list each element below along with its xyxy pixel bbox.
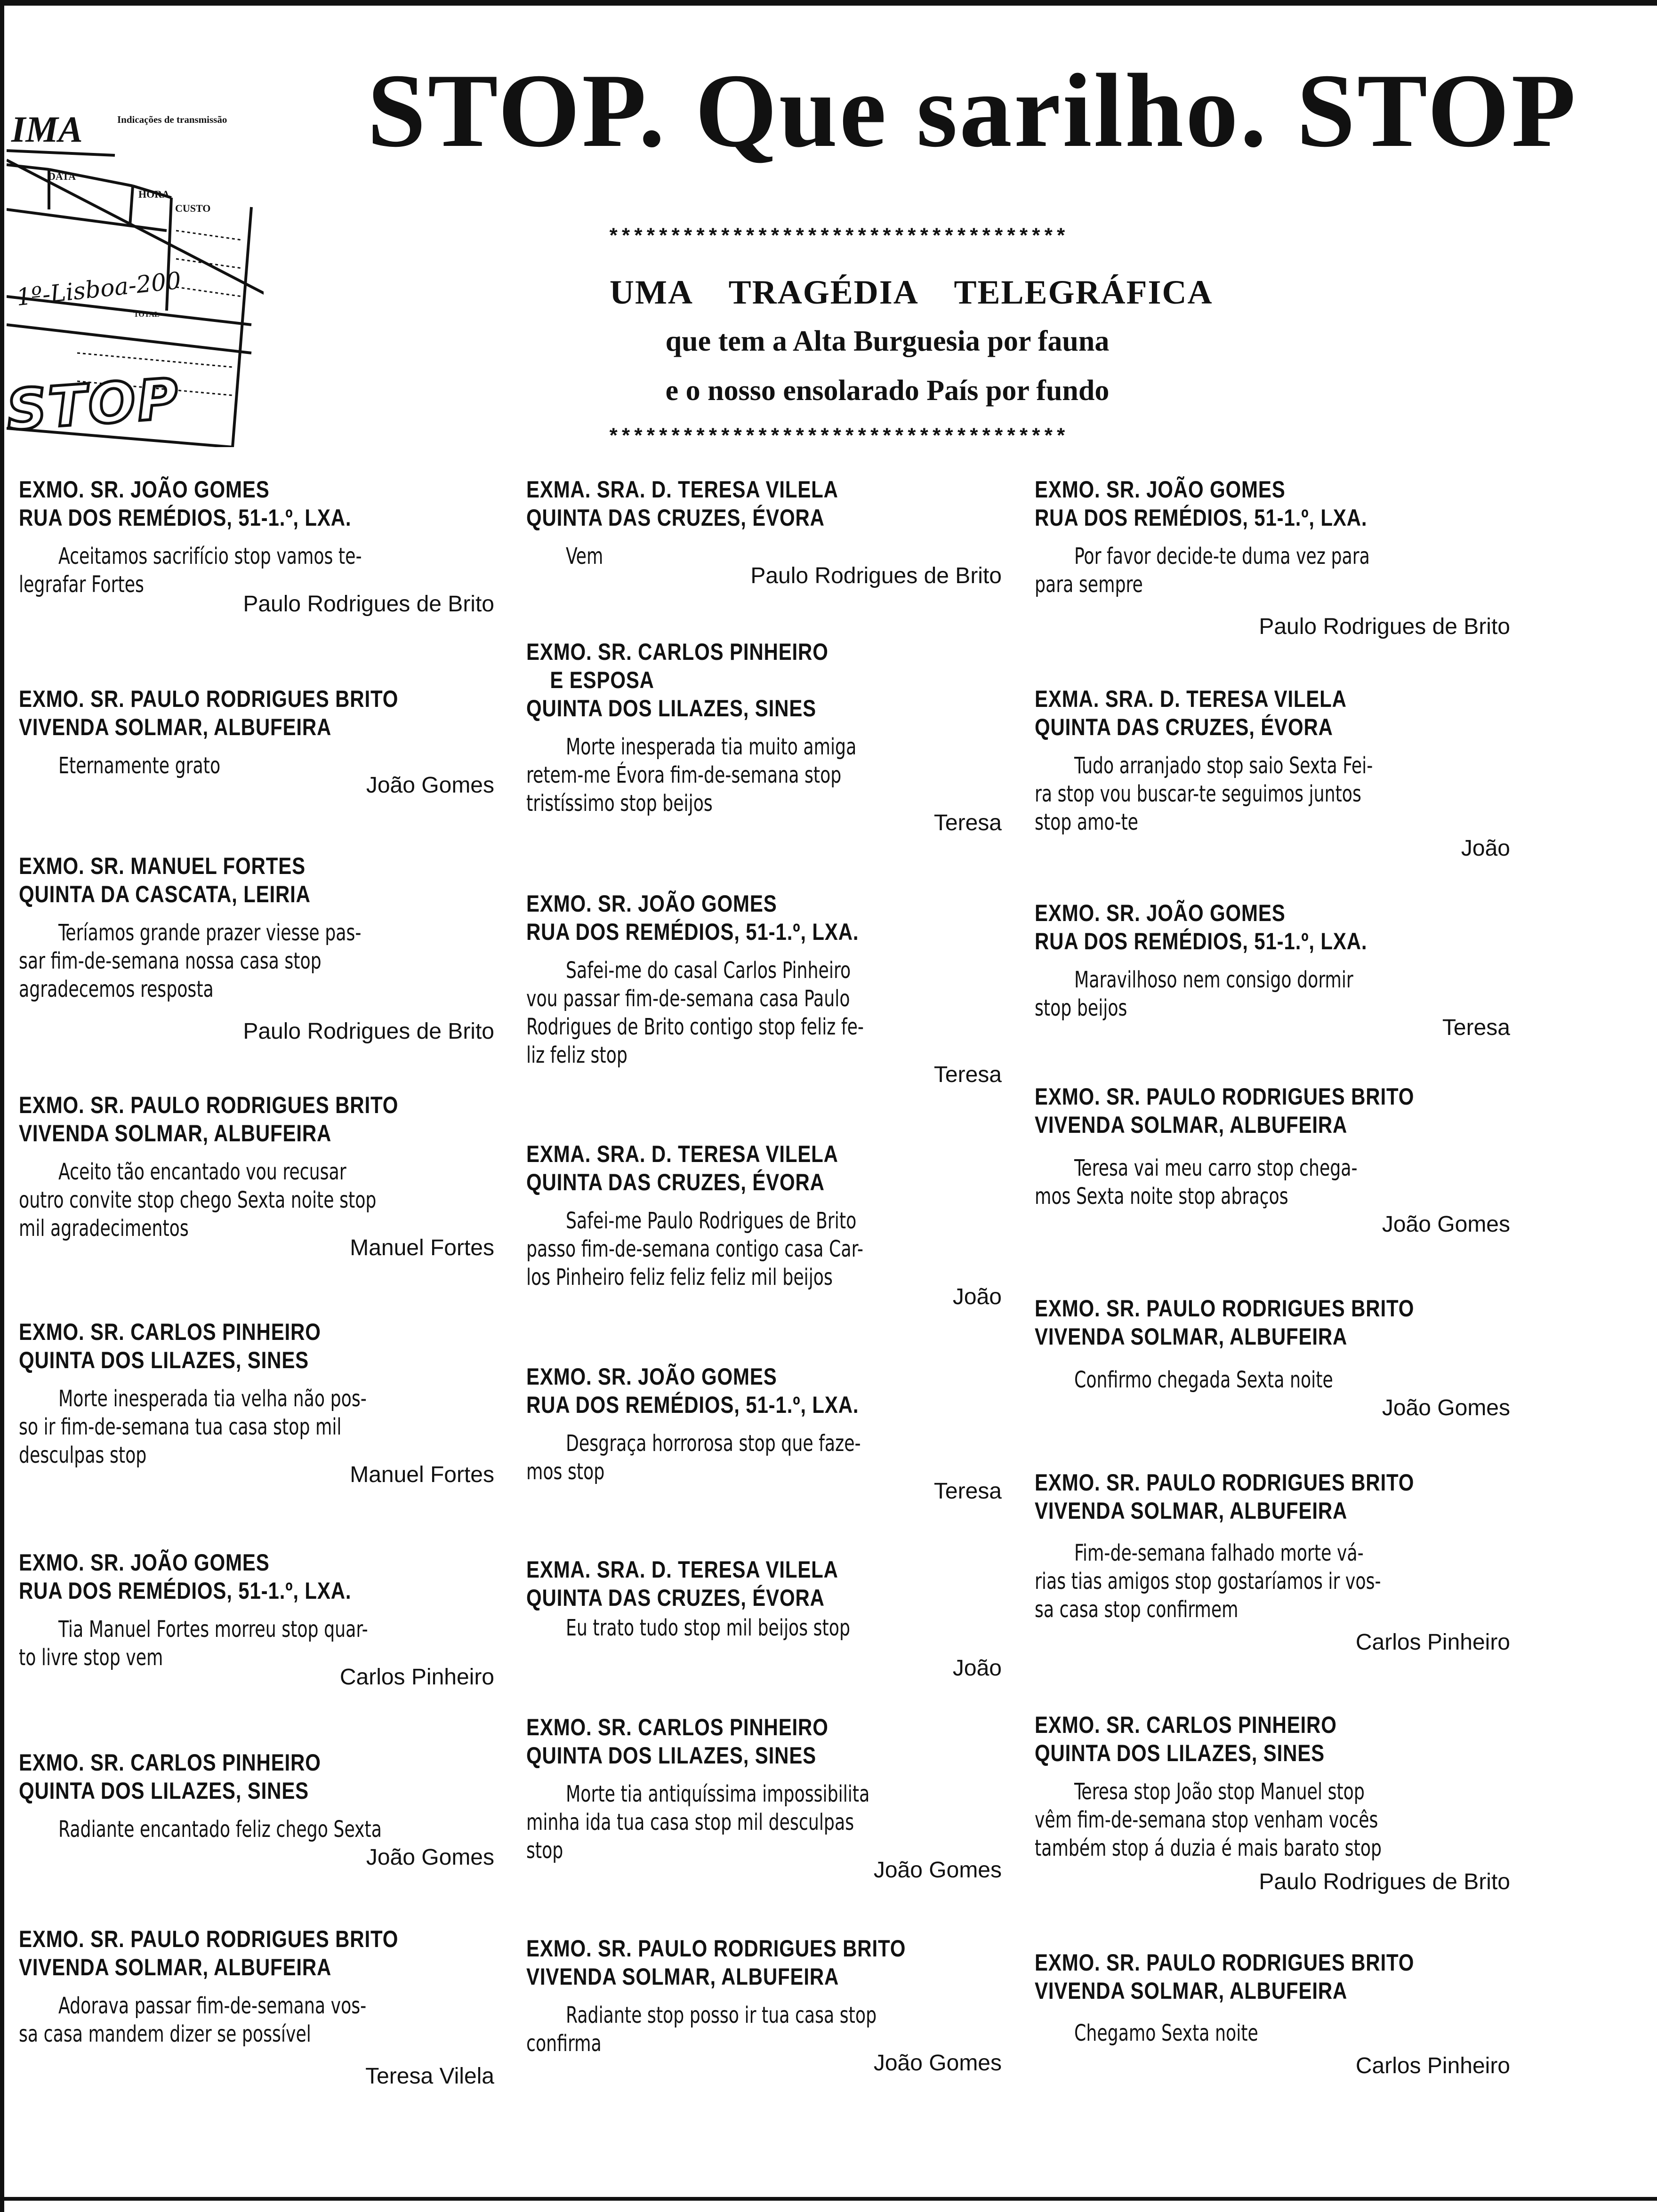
telegram	[526, 1934, 1002, 2077]
telegram-message	[19, 1158, 490, 1242]
message-line: para sempre	[1035, 571, 1143, 598]
telegram-message	[526, 733, 997, 817]
star-rule-top: *************************************	[607, 226, 1067, 249]
address-line: EXMO. SR. CARLOS PINHEIRO	[19, 1749, 321, 1776]
telegram-signature: João Gomes	[366, 1845, 494, 1870]
telegram-message	[19, 1385, 490, 1469]
telegram-signature: Carlos Pinheiro	[339, 1665, 494, 1690]
address-line: RUA DOS REMÉDIOS, 51-1.º, LXA.	[19, 1578, 352, 1604]
address-line: EXMA. SRA. D. TERESA VILELA	[526, 476, 838, 503]
address-line: QUINTA DOS LILAZES, SINES	[19, 1347, 309, 1373]
telegram-message	[1035, 966, 1505, 1022]
message-line: Eternamente grato	[58, 753, 221, 779]
address-line: EXMO. SR. CARLOS PINHEIRO	[526, 1714, 828, 1740]
telegram-address	[526, 1140, 1001, 1196]
address-line: EXMO. SR. PAULO RODRIGUES BRITO	[19, 1926, 399, 1952]
message-line: Maravilhoso nem consigo dormir	[1074, 967, 1353, 993]
address-line: EXMO. SR. JOÃO GOMES	[526, 1363, 777, 1390]
address-line: VIVENDA SOLMAR, ALBUFEIRA	[19, 1120, 332, 1146]
telegram-signature: João Gomes	[873, 2051, 1002, 2076]
address-line: EXMO. SR. CARLOS PINHEIRO	[1035, 1712, 1337, 1738]
address-line: EXMO. SR. PAULO RODRIGUES BRITO	[1035, 1469, 1415, 1496]
message-line: ra stop vou buscar-te seguimos juntos	[1035, 781, 1361, 807]
message-line: Morte inesperada tia velha não pos-	[58, 1386, 367, 1412]
telegram-signature: João Gomes	[1382, 1212, 1510, 1237]
address-line: EXMO. SR. PAULO RODRIGUES BRITO	[526, 1935, 906, 1962]
address-line: EXMO. SR. MANUEL FORTES	[19, 853, 306, 879]
telegram-message	[526, 956, 997, 1069]
message-line: Rodrigues de Brito contigo stop feliz fe-	[526, 1014, 864, 1040]
message-line: minha ida tua casa stop mil desculpas	[526, 1809, 854, 1835]
message-line: Eu trato tudo stop mil beijos stop	[566, 1615, 850, 1641]
message-line: los Pinheiro feliz feliz feliz mil beijos	[526, 1264, 833, 1290]
telegram-signature: Paulo Rodrigues de Brito	[243, 592, 494, 617]
address-line: EXMO. SR. PAULO RODRIGUES BRITO	[1035, 1949, 1415, 1976]
telegram-message	[1035, 542, 1505, 599]
message-line: Adorava passar fim-de-semana vos-	[58, 1993, 367, 2019]
telegram-message	[19, 1815, 490, 1843]
address-line: QUINTA DAS CRUZES, ÉVORA	[1035, 714, 1333, 740]
telegram-address	[526, 1362, 1001, 1419]
telegram-signature: Manuel Fortes	[350, 1235, 494, 1260]
message-line: confirma	[526, 2030, 602, 2057]
telegram	[1035, 899, 1510, 1042]
telegram-signature: Manuel Fortes	[350, 1462, 494, 1487]
telegram-message	[19, 1615, 490, 1672]
address-line: QUINTA DA CASCATA, LEIRIA	[19, 881, 311, 907]
message-line: vêm fim-de-semana stop venham vocês	[1035, 1807, 1378, 1833]
address-line: EXMO. SR. JOÃO GOMES	[1035, 476, 1286, 503]
telegram	[1035, 685, 1510, 863]
message-line: stop amo-te	[1035, 809, 1138, 835]
telegram	[1035, 1468, 1510, 1657]
telegram-message	[526, 1429, 997, 1486]
telegram	[19, 1925, 494, 2091]
address-line: RUA DOS REMÉDIOS, 51-1.º, LXA.	[1035, 505, 1367, 531]
telegram-message	[526, 1207, 997, 1291]
telegram-address	[1035, 685, 1509, 741]
message-line: agradecemos resposta	[19, 976, 214, 1002]
headline: STOP. Que sarilho. STOP	[367, 52, 1578, 169]
telegram-address	[1035, 475, 1509, 532]
telegram-address	[1035, 1468, 1509, 1525]
telegram-signature: Teresa	[933, 1062, 1002, 1087]
telegram-signature: Carlos Pinheiro	[1355, 2053, 1510, 2078]
telegram	[526, 475, 1002, 590]
telegram-message	[19, 919, 490, 1003]
telegram-signature: João Gomes	[366, 773, 494, 798]
subtitle-line-1: UMA TRAGÉDIA TELEGRÁFICA	[610, 273, 1213, 311]
telegram-message	[526, 542, 997, 570]
telegram-address	[526, 1934, 1001, 1991]
telegram-address	[1035, 1948, 1509, 2005]
message-line: stop beijos	[1035, 995, 1127, 1021]
message-line: Radiante encantado feliz chego Sexta	[58, 1816, 382, 1843]
telegram	[1035, 1948, 1510, 2080]
address-line: RUA DOS REMÉDIOS, 51-1.º, LXA.	[19, 505, 352, 531]
address-line: E ESPOSA	[550, 667, 654, 693]
telegram-address	[526, 890, 1001, 946]
telegram	[19, 475, 494, 618]
telegram-signature: Paulo Rodrigues de Brito	[243, 1019, 494, 1044]
address-line: EXMO. SR. CARLOS PINHEIRO	[19, 1319, 321, 1345]
message-line: também stop á duzia é mais barato stop	[1035, 1835, 1382, 1861]
message-line: mos Sexta noite stop abraços	[1035, 1183, 1288, 1210]
telegram-signature: Teresa	[933, 810, 1002, 835]
telegram	[526, 638, 1002, 837]
telegram	[1035, 475, 1510, 641]
telegram-message	[19, 752, 490, 780]
message-line: stop	[526, 1837, 563, 1864]
telegram-signature: João Gomes	[1382, 1395, 1510, 1420]
telegram-message	[1035, 752, 1505, 836]
form-total-label: TOTAL	[134, 311, 160, 319]
telegram	[19, 1748, 494, 1872]
subtitle-line-2: que tem a Alta Burguesia por fauna	[665, 325, 1110, 357]
message-line: mil agradecimentos	[19, 1215, 189, 1242]
telegram-message	[526, 1614, 997, 1642]
form-transmission-label: Indicações de transmissão	[117, 114, 227, 125]
message-line: sa casa mandem dizer se possível	[19, 2021, 311, 2047]
subtitle-line-3: e o nosso ensolarado País por fundo	[665, 375, 1110, 407]
telegram-address	[1035, 1711, 1509, 1767]
telegram	[1035, 1082, 1510, 1239]
message-line: Teresa vai meu carro stop chega-	[1074, 1155, 1358, 1181]
message-line: Confirmo chegada Sexta noite	[1074, 1367, 1333, 1393]
message-line: Safei-me Paulo Rodrigues de Brito	[566, 1208, 857, 1234]
message-line: Aceitamos sacrifício stop vamos te-	[58, 543, 362, 569]
telegram	[19, 852, 494, 1046]
telegram-address	[526, 1555, 1001, 1612]
telegram-message	[1035, 2019, 1505, 2047]
telegram	[19, 1091, 494, 1262]
telegram-signature: Paulo Rodrigues de Brito	[1259, 1869, 1510, 1894]
form-data-label: DATA	[48, 170, 76, 182]
telegram-signature: Teresa Vilela	[365, 2064, 494, 2089]
message-line: so ir fim-de-semana tua casa stop mil	[19, 1414, 342, 1440]
message-line: Fim-de-semana falhado morte vá-	[1074, 1540, 1364, 1566]
address-line: RUA DOS REMÉDIOS, 51-1.º, LXA.	[526, 1392, 859, 1418]
address-line: VIVENDA SOLMAR, ALBUFEIRA	[1035, 1323, 1348, 1350]
address-line: EXMO. SR. JOÃO GOMES	[19, 1549, 270, 1576]
message-line: Safei-me do casal Carlos Pinheiro	[566, 957, 851, 984]
message-line: Teresa stop João stop Manuel stop	[1074, 1779, 1365, 1805]
stop-stamp: STOP	[4, 366, 182, 443]
address-line: VIVENDA SOLMAR, ALBUFEIRA	[526, 1964, 839, 1990]
telegram-address	[526, 1713, 1001, 1770]
address-line: VIVENDA SOLMAR, ALBUFEIRA	[1035, 1498, 1348, 1524]
address-line: EXMA. SRA. D. TERESA VILELA	[526, 1556, 838, 1583]
address-line: EXMO. SR. JOÃO GOMES	[526, 890, 777, 917]
address-line: VIVENDA SOLMAR, ALBUFEIRA	[1035, 1112, 1348, 1138]
message-line: vou passar fim-de-semana casa Paulo	[526, 986, 850, 1012]
address-line: QUINTA DAS CRUZES, ÉVORA	[526, 505, 825, 531]
telegram	[526, 1362, 1002, 1506]
telegram-message	[1035, 1778, 1505, 1862]
telegram-address	[1035, 1294, 1509, 1351]
message-line: tristíssimo stop beijos	[526, 790, 713, 817]
telegram-message	[1035, 1539, 1505, 1624]
message-line: Chegamo Sexta noite	[1074, 2020, 1258, 2046]
address-line: VIVENDA SOLMAR, ALBUFEIRA	[19, 1954, 332, 1980]
message-line: legrafar Fortes	[19, 571, 144, 598]
message-line: passo fim-de-semana contigo casa Car-	[526, 1236, 863, 1262]
telegram-message	[1035, 1366, 1505, 1394]
telegram-address	[19, 685, 493, 741]
address-line: EXMO. SR. JOÃO GOMES	[1035, 900, 1286, 926]
address-line: EXMO. SR. PAULO RODRIGUES BRITO	[19, 1092, 399, 1118]
telegram-address	[19, 1318, 493, 1374]
telegram-message	[19, 1992, 490, 2048]
telegram-address	[19, 1748, 493, 1805]
telegram	[1035, 1711, 1510, 1896]
message-line: desculpas stop	[19, 1442, 147, 1468]
address-line: QUINTA DOS LILAZES, SINES	[19, 1778, 309, 1804]
telegram-address	[19, 1091, 493, 1147]
address-line: EXMA. SRA. D. TERESA VILELA	[526, 1141, 838, 1167]
message-line: Morte inesperada tia muito amiga	[566, 734, 857, 760]
message-line: Por favor decide-te duma vez para	[1074, 543, 1370, 569]
telegram-address	[526, 475, 1001, 532]
telegram-form-illustration	[4, 89, 264, 447]
telegram-address	[19, 1548, 493, 1605]
message-line: sar fim-de-semana nossa casa stop	[19, 948, 322, 974]
address-line: QUINTA DOS LILAZES, SINES	[526, 1742, 817, 1769]
address-line: EXMO. SR. PAULO RODRIGUES BRITO	[19, 686, 399, 712]
telegram-signature: João	[1461, 836, 1510, 861]
address-line: EXMO. SR. JOÃO GOMES	[19, 476, 270, 503]
address-line: VIVENDA SOLMAR, ALBUFEIRA	[1035, 1978, 1348, 2004]
telegram-signature: Teresa	[1442, 1015, 1510, 1040]
address-line: RUA DOS REMÉDIOS, 51-1.º, LXA.	[1035, 928, 1367, 954]
form-ima-label: IMA	[11, 109, 83, 150]
message-line: retem-me Évora fim-de-semana stop	[526, 762, 842, 788]
telegram-message	[526, 2001, 997, 2058]
telegram-message	[19, 542, 490, 599]
star-rule-bottom: *************************************	[607, 426, 1067, 449]
telegram-address	[19, 1925, 493, 1981]
telegram-signature: Paulo Rodrigues de Brito	[750, 563, 1002, 588]
message-line: liz feliz stop	[526, 1042, 627, 1068]
telegram-signature: Carlos Pinheiro	[1355, 1630, 1510, 1655]
telegram-signature: Paulo Rodrigues de Brito	[1259, 614, 1510, 639]
page-border-left	[0, 0, 4, 2212]
telegram-address	[526, 638, 1001, 722]
message-line: mos stop	[526, 1459, 605, 1485]
telegram	[526, 890, 1002, 1089]
form-custo-label: CUSTO	[175, 202, 211, 214]
telegram	[19, 1318, 494, 1489]
telegram-signature: João Gomes	[873, 1858, 1002, 1883]
telegram	[19, 685, 494, 800]
address-line: EXMO. SR. PAULO RODRIGUES BRITO	[1035, 1083, 1415, 1110]
message-line: rias tias amigos stop gostaríamos ir vos-	[1035, 1568, 1381, 1595]
address-line: QUINTA DOS LILAZES, SINES	[1035, 1740, 1325, 1766]
message-line: Aceito tão encantado vou recusar	[58, 1159, 346, 1185]
telegram-message	[1035, 1154, 1505, 1210]
form-hora-label: HORA	[138, 188, 169, 200]
telegram-signature: João	[952, 1284, 1002, 1309]
message-line: Morte tia antiquíssima impossibilita	[566, 1781, 870, 1807]
telegram-address	[1035, 899, 1509, 955]
telegram-address	[19, 475, 493, 532]
form-handwriting: 1º-Lisboa-200	[15, 266, 183, 312]
address-line: RUA DOS REMÉDIOS, 51-1.º, LXA.	[526, 919, 859, 945]
address-line: QUINTA DAS CRUZES, ÉVORA	[526, 1169, 825, 1195]
telegram	[526, 1713, 1002, 1884]
message-line: Radiante stop posso ir tua casa stop	[566, 2002, 877, 2028]
telegram-message	[526, 1780, 997, 1865]
address-line: VIVENDA SOLMAR, ALBUFEIRA	[19, 714, 332, 740]
page-border-top	[0, 0, 1657, 6]
message-line: Tudo arranjado stop saio Sexta Fei-	[1074, 753, 1373, 779]
message-line: Teríamos grande prazer viesse pas-	[58, 920, 362, 946]
message-line: sa casa stop confirmem	[1035, 1596, 1239, 1623]
message-line: Desgraça horrorosa stop que faze-	[566, 1430, 861, 1457]
address-line: EXMA. SRA. D. TERESA VILELA	[1035, 686, 1347, 712]
message-line: Vem	[566, 543, 603, 569]
telegram-signature: Teresa	[933, 1479, 1002, 1504]
telegram	[1035, 1294, 1510, 1422]
telegram-signature: João	[952, 1656, 1002, 1681]
message-line: to livre stop vem	[19, 1644, 163, 1671]
address-line: QUINTA DOS LILAZES, SINES	[526, 695, 817, 721]
telegram-address	[1035, 1082, 1509, 1139]
address-line: EXMO. SR. CARLOS PINHEIRO	[526, 639, 828, 665]
address-line: EXMO. SR. PAULO RODRIGUES BRITO	[1035, 1295, 1415, 1322]
telegram-address	[19, 852, 493, 908]
telegram	[19, 1548, 494, 1691]
address-line: QUINTA DAS CRUZES, ÉVORA	[526, 1585, 825, 1611]
telegram	[526, 1140, 1002, 1311]
message-line: Tia Manuel Fortes morreu stop quar-	[58, 1616, 368, 1643]
message-line: outro convite stop chego Sexta noite stop	[19, 1187, 377, 1213]
telegram	[526, 1555, 1002, 1683]
page-border-bottom	[0, 2197, 1657, 2201]
